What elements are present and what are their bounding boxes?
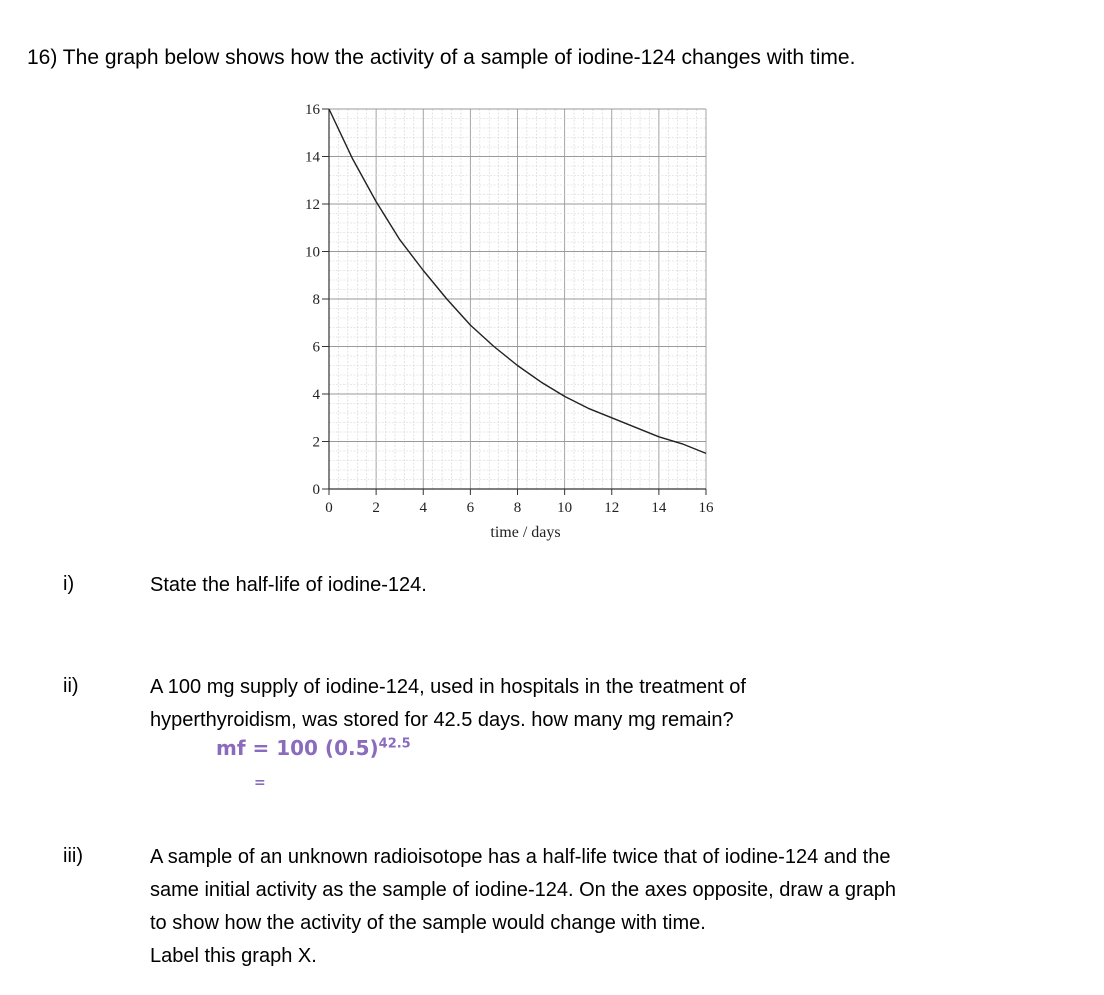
part-iii-line: Label this graph X.: [150, 945, 317, 967]
part-ii-line: A 100 mg supply of iodine-124, used in hospitals in the treatment of: [150, 676, 746, 698]
x-tick-label: 10: [557, 500, 573, 516]
handwritten-equals: =: [254, 775, 266, 791]
x-tick-label: 6: [466, 500, 475, 516]
y-tick-label: 10: [305, 244, 320, 261]
y-tick-label: 0: [312, 482, 320, 498]
x-tick-label: 8: [513, 500, 522, 516]
part-iii-number: iii): [63, 845, 83, 867]
x-tick-label: 14: [651, 500, 667, 516]
part-ii-line: hyperthyroidism, was stored for 42.5 days. how many mg remain?: [150, 709, 734, 731]
part-i-text: State the half-life of iodine-124.: [150, 574, 427, 596]
x-tick-label: 0: [325, 500, 333, 516]
y-tick-label: 4: [312, 387, 320, 403]
x-tick-label: 12: [604, 500, 620, 516]
y-tick-label: 8: [312, 292, 320, 308]
part-i-number: i): [63, 573, 75, 595]
y-tick-label: 6: [312, 339, 320, 356]
part-ii-text: [150, 671, 746, 737]
part-ii-number: ii): [63, 675, 79, 697]
x-tick-label: 4: [419, 500, 427, 516]
y-tick-label: 14: [305, 149, 320, 166]
part-iii-line: same initial activity as the sample of iodine-124. On the axes opposite, draw a graph: [150, 879, 896, 901]
handwritten-formula: [216, 736, 411, 760]
y-tick-label: 12: [305, 197, 320, 213]
handwritten-formula-main: mf = 100 (0.5): [216, 736, 379, 760]
x-axis-label: time / days: [490, 524, 561, 541]
x-tick-label: 16: [698, 500, 714, 516]
y-tick-label: 2: [312, 434, 320, 451]
handwritten-formula-exponent: 42.5: [378, 736, 411, 752]
part-iii-line: A sample of an unknown radioisotope has a half-life twice that of iodine-124 and the: [150, 846, 891, 868]
question-title: 16) The graph below shows how the activity of a sample of iodine-124 changes with time.: [27, 46, 856, 69]
x-tick-label: 2: [372, 500, 380, 516]
part-iii-line: to show how the activity of the sample would change with time.: [150, 912, 706, 934]
y-tick-label: 16: [305, 102, 320, 118]
part-iii-text: [150, 841, 896, 973]
